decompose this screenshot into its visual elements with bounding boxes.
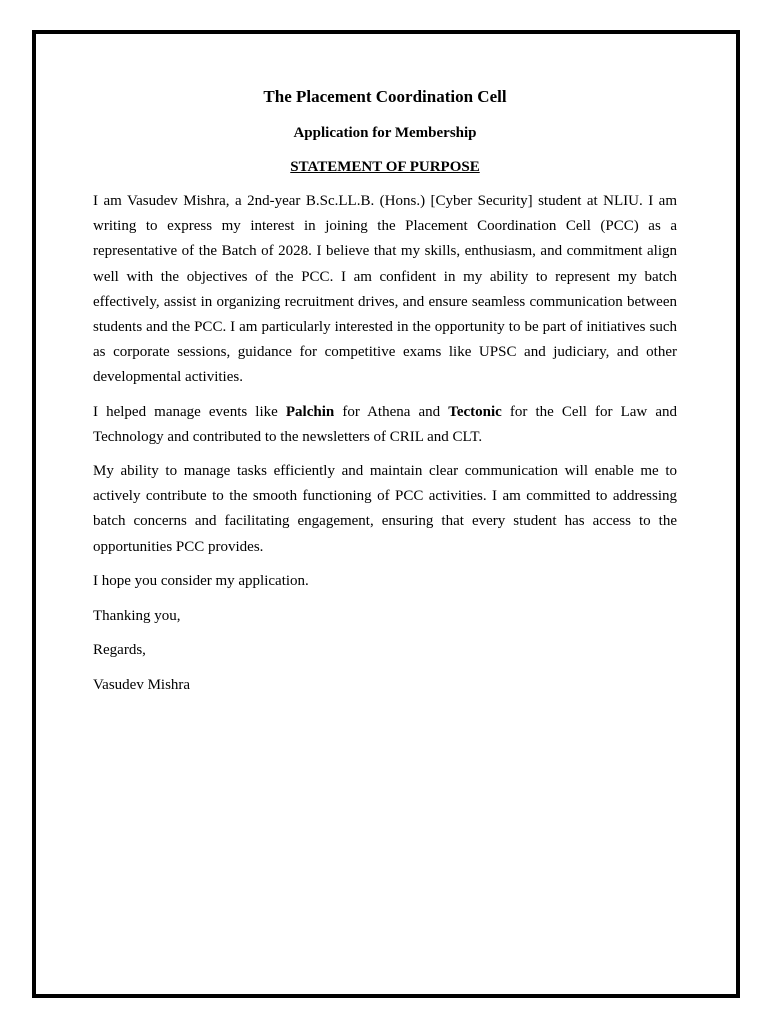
- signature: Vasudev Mishra: [93, 677, 191, 694]
- paragraph-events-text-3: for the Cell for Law and Technology and contributed to the newsletters of CRIL and CLT.: [93, 403, 677, 445]
- document-title: The Placement Coordination Cell: [263, 87, 507, 106]
- paragraph-events: [93, 400, 677, 450]
- event-name-tectonic: Tectonic: [448, 403, 502, 420]
- statement-heading: STATEMENT OF PURPOSE: [290, 159, 480, 175]
- paragraph-events-text-1: I helped manage events like: [93, 403, 286, 420]
- paragraph-intro: I am Vasudev Mishra, a 2nd-year B.Sc.LL.B. (Hons.) [Cyber Security] student at NLIU. I am writing to express my interest in joining the Placement Coordination Cell (PCC) as a representative of the Batch of 2028. I believe that my skills, enthusiasm, and commitment align well with the objectives of the PCC. I am confident in my ability to represent my batch effectively, assist in organizing recruitment drives, and ensure seamless communication between students and the PCC. I am particularly interested in the opportunity to be part of initiatives such as corporate sessions, guidance for competitive exams like UPSC and judiciary, and other developmental activities.: [93, 193, 677, 386]
- document-body: [93, 86, 677, 708]
- paragraph-events-text-2: for Athena and: [334, 403, 449, 420]
- thanks-line: Thanking you,: [93, 607, 181, 624]
- event-name-palchin: Palchin: [285, 403, 335, 420]
- document-subtitle: Application for Membership: [293, 125, 477, 141]
- regards-line: Regards,: [93, 642, 146, 659]
- paragraph-ability: My ability to manage tasks efficiently and maintain clear communication will enable me to actively contribute to the smooth functioning of PCC activities. I am committed to addressing batch concerns and facilitating engagement, ensuring that every student has access to the opportunities PCC provides.: [93, 463, 677, 555]
- closing-line: I hope you consider my application.: [93, 572, 309, 589]
